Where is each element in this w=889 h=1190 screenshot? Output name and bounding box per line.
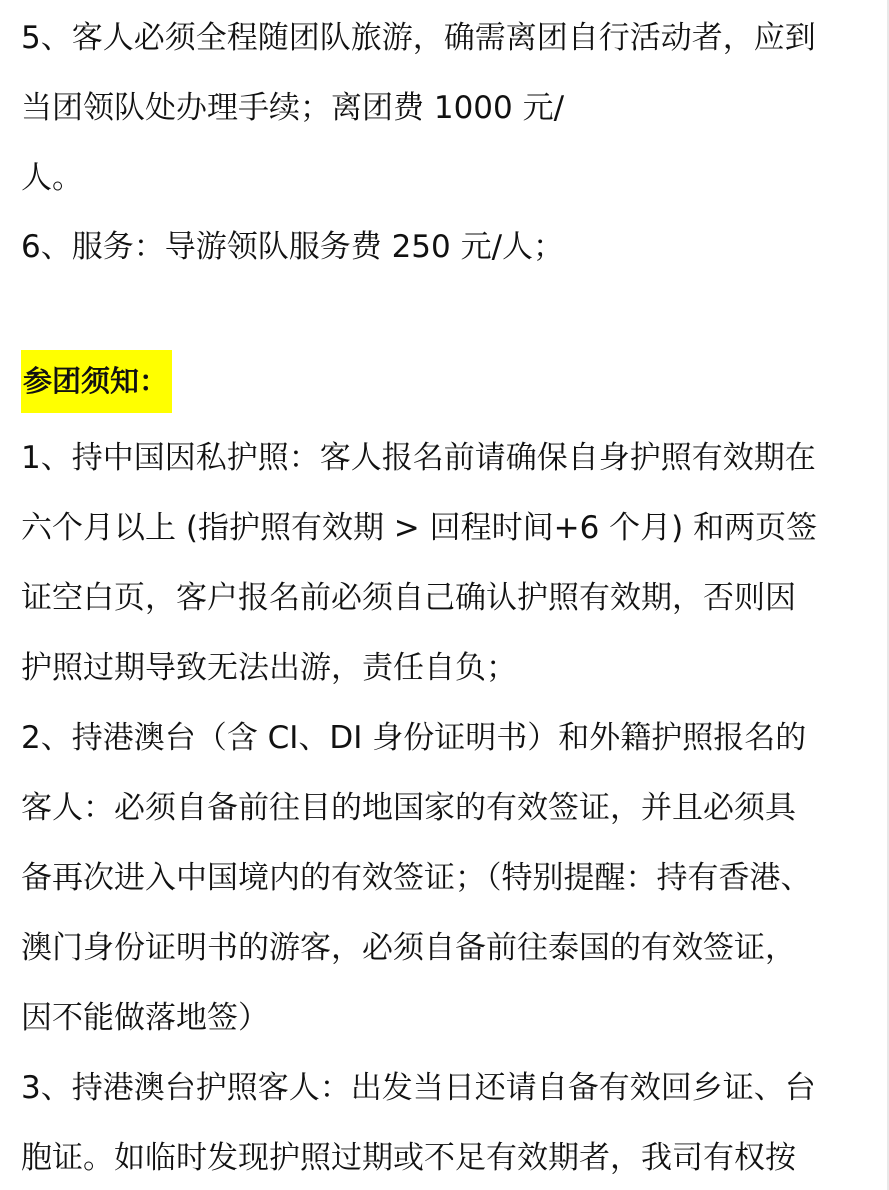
text-line-rule2-cont4: 因不能做落地签） <box>21 1000 269 1036</box>
text-line-item5-cont: 当团领队处办理手续；离团费 1000 元/ <box>21 90 565 126</box>
text-line-rule2-cont3: 澳门身份证明书的游客，必须自备前往泰国的有效签证， <box>21 930 796 966</box>
text-line-item6: 6、服务：导游领队服务费 250 元/人； <box>21 229 565 265</box>
text-line-rule3-cont1: 胞证。如临时发现护照过期或不足有效期者，我司有权按 <box>21 1140 796 1176</box>
text-line-rule1-cont1: 六个月以上 (指护照有效期 > 回程时间+6 个月) 和两页签 <box>21 510 818 546</box>
text-line-rule1-cont3: 护照过期导致无法出游，责任自负； <box>21 650 517 686</box>
text-line-rule3: 3、持港澳台护照客人：出发当日还请自备有效回乡证、台 <box>21 1070 816 1106</box>
section-heading: 参团须知： <box>21 350 172 413</box>
text-line-rule1-cont2: 证空白页，客户报名前必须自己确认护照有效期，否则因 <box>21 580 796 616</box>
text-line-rule2: 2、持港澳台（含 CI、DI 身份证明书）和外籍护照报名的 <box>21 720 807 756</box>
text-line-rule2-cont1: 客人：必须自备前往目的地国家的有效签证，并且必须具 <box>21 790 796 826</box>
text-line-rule2-cont2: 备再次进入中国境内的有效签证；（特别提醒：持有香港、 <box>21 860 812 896</box>
text-line-item5-end: 人。 <box>21 160 83 196</box>
text-line-item5: 5、客人必须全程随团队旅游，确需离团自行活动者，应到 <box>21 20 816 56</box>
text-line-rule1: 1、持中国因私护照：客人报名前请确保自身护照有效期在 <box>21 440 816 476</box>
